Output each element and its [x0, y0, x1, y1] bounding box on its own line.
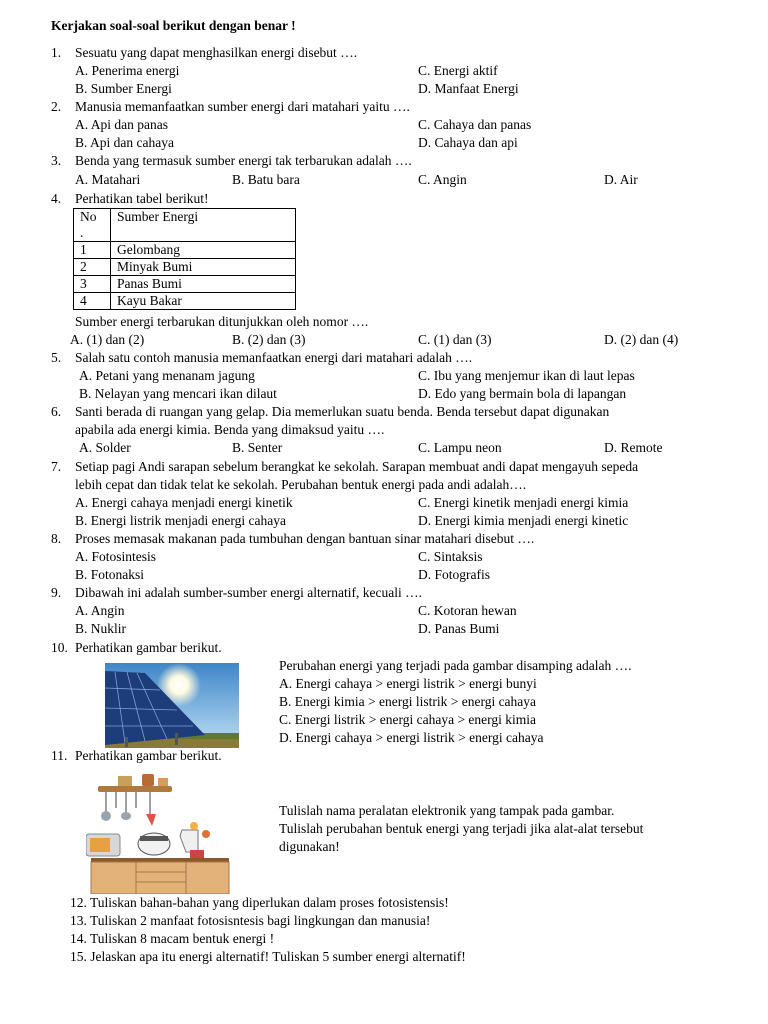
q9-option-c: C. Kotoran hewan: [418, 603, 517, 618]
q8-text: Proses memasak makanan pada tumbuhan dengan bantuan sinar matahari disebut ….: [75, 531, 535, 546]
page-title: Kerjakan soal-soal berikut dengan benar !: [51, 18, 296, 33]
q9-option-b: B. Nuklir: [75, 621, 127, 636]
q6-option-b: B. Senter: [232, 440, 283, 455]
q2-option-a: A. Api dan panas: [75, 117, 168, 132]
q3-option-a: A. Matahari: [75, 172, 141, 187]
q1-option-c: C. Energi aktif: [418, 63, 498, 78]
q5-option-d: D. Edo yang bermain bola di lapangan: [418, 386, 627, 401]
q3-option-d: D. Air: [604, 172, 638, 187]
q1-number: 1.: [51, 45, 62, 60]
table-cell-source: Minyak Bumi: [111, 259, 296, 276]
q1-text: Sesuatu yang dapat menghasilkan energi disebut ….: [75, 45, 358, 60]
q8-option-b: B. Fotonaksi: [75, 567, 145, 582]
table-row: [74, 259, 296, 276]
table-header-no: No .: [74, 209, 111, 242]
table-header-row: [74, 209, 296, 242]
solar-panel-image: [105, 663, 239, 748]
q3-text: Benda yang termasuk sumber energi tak terbarukan adalah ….: [75, 153, 412, 168]
q9-option-d: D. Panas Bumi: [418, 621, 500, 636]
q7-text-continued: lebih cepat dan tidak telat ke sekolah. Perubahan bentuk energi pada andi adalah….: [75, 477, 527, 492]
q2-option-c: C. Cahaya dan panas: [418, 117, 532, 132]
q5-option-c: C. Ibu yang menjemur ikan di laut lepas: [418, 368, 635, 383]
q8-option-a: A. Fotosintesis: [75, 549, 157, 564]
q4-question: Sumber energi terbarukan ditunjukkan oleh nomor ….: [75, 314, 369, 329]
q1-option-a: A. Penerima energi: [75, 63, 180, 78]
q11-line-1: Tulislah nama peralatan elektronik yang tampak pada gambar.: [279, 803, 615, 818]
q5-number: 5.: [51, 350, 62, 365]
q10-option-d: D. Energi cahaya > energi listrik > energi cahaya: [279, 730, 544, 745]
q6-option-d: D. Remote: [604, 440, 663, 455]
q7-number: 7.: [51, 459, 62, 474]
q7-option-b: B. Energi listrik menjadi energi cahaya: [75, 513, 286, 528]
q4-text: Perhatikan tabel berikut!: [75, 191, 209, 206]
q8-option-c: C. Sintaksis: [418, 549, 483, 564]
q2-number: 2.: [51, 99, 62, 114]
q9-number: 9.: [51, 585, 62, 600]
q3-option-c: C. Angin: [418, 172, 467, 187]
table-header-source: Sumber Energi: [111, 209, 296, 242]
q2-option-d: D. Cahaya dan api: [418, 135, 518, 150]
q4-number: 4.: [51, 191, 62, 206]
q2-option-b: B. Api dan cahaya: [75, 135, 174, 150]
q3-option-b: B. Batu bara: [232, 172, 300, 187]
q4-option-d: D. (2) dan (4): [604, 332, 679, 347]
q7-option-c: C. Energi kinetik menjadi energi kimia: [418, 495, 629, 510]
q5-text: Salah satu contoh manusia memanfaatkan energi dari matahari adalah ….: [75, 350, 473, 365]
solar-panel-icon: [105, 663, 239, 748]
table-cell-no: 4: [74, 293, 111, 310]
q10-number: 10.: [51, 640, 68, 655]
q10-question: Perubahan energi yang terjadi pada gambar disamping adalah ….: [279, 658, 632, 673]
table-row: [74, 242, 296, 259]
q6-option-c: C. Lampu neon: [418, 440, 502, 455]
energy-source-table: [73, 208, 296, 310]
q7-text: Setiap pagi Andi sarapan sebelum berangkat ke sekolah. Sarapan membuat andi dapat mengayuh sepeda: [75, 459, 639, 474]
essay-13: 13. Tuliskan 2 manfaat fotosisntesis bagi lingkungan dan manusia!: [70, 913, 431, 928]
q5-option-b: B. Nelayan yang mencari ikan dilaut: [79, 386, 277, 401]
table-cell-no: 3: [74, 276, 111, 293]
q1-option-d: D. Manfaat Energi: [418, 81, 519, 96]
q2-text: Manusia memanfaatkan sumber energi dari matahari yaitu ….: [75, 99, 410, 114]
table-row: [74, 276, 296, 293]
essay-15: 15. Jelaskan apa itu energi alternatif! Tuliskan 5 sumber energi alternatif!: [70, 949, 466, 964]
q11-line-3: digunakan!: [279, 839, 340, 854]
q6-number: 6.: [51, 404, 62, 419]
q9-option-a: A. Angin: [75, 603, 125, 618]
q4-option-c: C. (1) dan (3): [418, 332, 492, 347]
q4-option-a: A. (1) dan (2): [70, 332, 145, 347]
q11-text: Perhatikan gambar berikut.: [75, 748, 222, 763]
table-cell-source: Kayu Bakar: [111, 293, 296, 310]
q8-number: 8.: [51, 531, 62, 546]
q10-option-a: A. Energi cahaya > energi listrik > energi bunyi: [279, 676, 537, 691]
q3-number: 3.: [51, 153, 62, 168]
q6-text: Santi berada di ruangan yang gelap. Dia memerlukan suatu benda. Benda tersebut dapat digunakan: [75, 404, 610, 419]
q6-text-continued: apabila ada energi kimia. Benda yang dimaksud yaitu ….: [75, 422, 385, 437]
table-cell-source: Gelombang: [111, 242, 296, 259]
q10-option-b: B. Energi kimia > energi listrik > energi cahaya: [279, 694, 537, 709]
q10-option-c: C. Energi listrik > energi cahaya > energi kimia: [279, 712, 537, 727]
q9-text: Dibawah ini adalah sumber-sumber energi alternatif, kecuali ….: [75, 585, 422, 600]
q7-option-a: A. Energi cahaya menjadi energi kinetik: [75, 495, 293, 510]
kitchen-icon: [86, 774, 231, 894]
table-cell-no: 1: [74, 242, 111, 259]
q1-option-b: B. Sumber Energi: [75, 81, 172, 96]
q8-option-d: D. Fotografis: [418, 567, 490, 582]
q7-option-d: D. Energi kimia menjadi energi kinetic: [418, 513, 629, 528]
q5-option-a: A. Petani yang menanam jagung: [79, 368, 255, 383]
q6-option-a: A. Solder: [79, 440, 131, 455]
essay-14: 14. Tuliskan 8 macam bentuk energi !: [70, 931, 275, 946]
q11-number: 11.: [51, 748, 68, 763]
q4-option-b: B. (2) dan (3): [232, 332, 306, 347]
q10-text: Perhatikan gambar berikut.: [75, 640, 222, 655]
table-row: [74, 293, 296, 310]
kitchen-appliances-image: [86, 774, 231, 894]
table-cell-source: Panas Bumi: [111, 276, 296, 293]
q11-line-2: Tulislah perubahan bentuk energi yang terjadi jika alat-alat tersebut: [279, 821, 644, 836]
table-cell-no: 2: [74, 259, 111, 276]
essay-12: 12. Tuliskan bahan-bahan yang diperlukan dalam proses fotosistensis!: [70, 895, 449, 910]
